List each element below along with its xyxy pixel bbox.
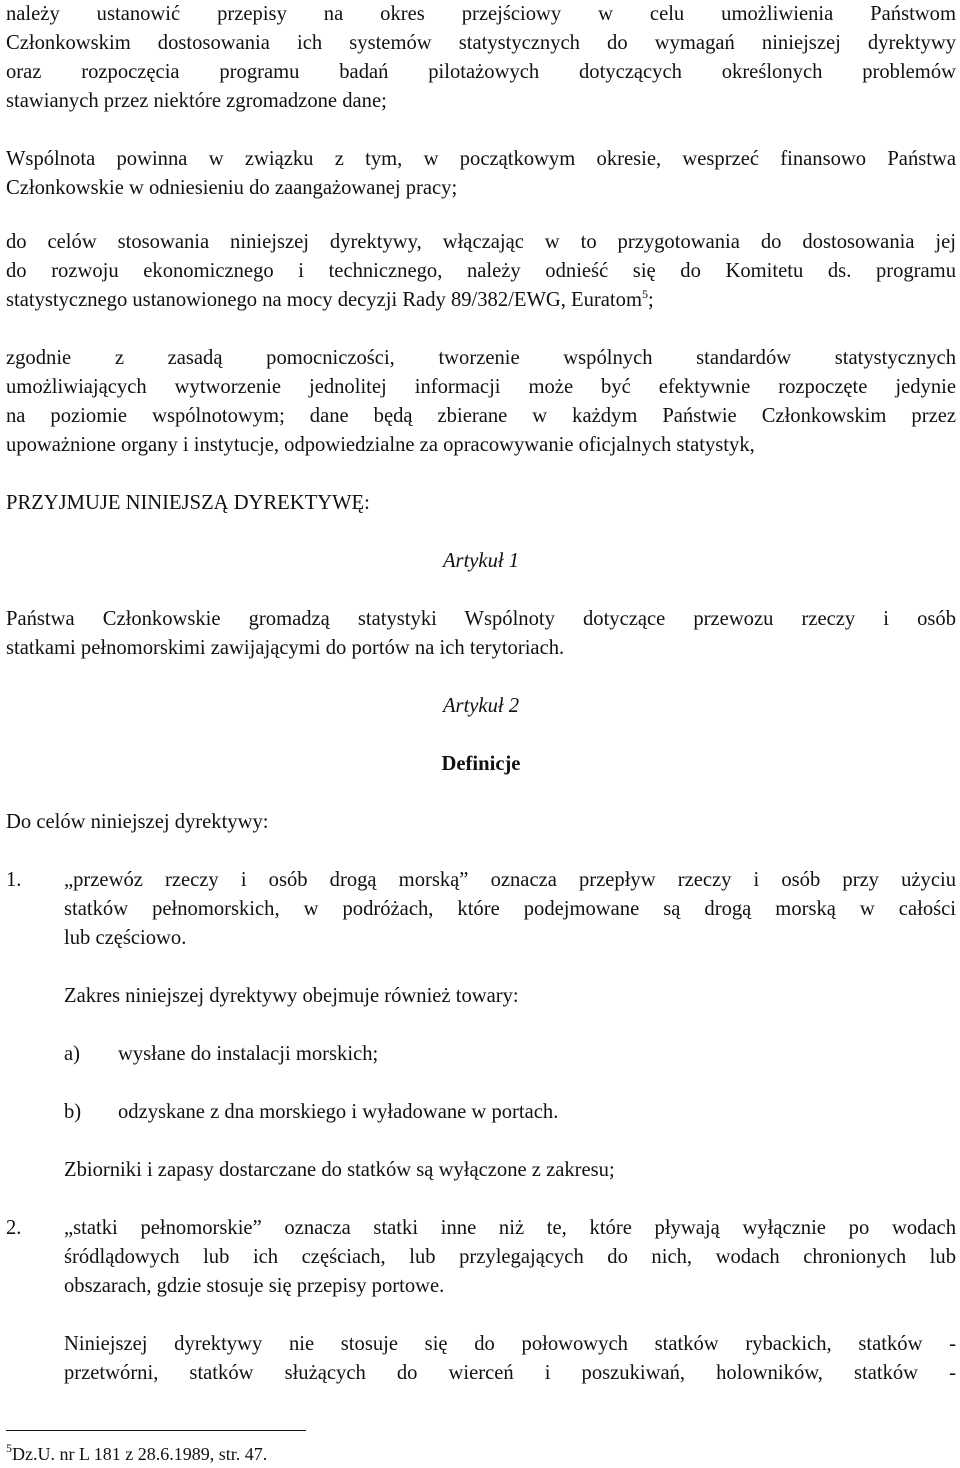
article-2-heading: Artykuł 2 [442, 695, 520, 717]
article-2-intro [6, 808, 956, 837]
adoption-formula [6, 489, 956, 518]
definition-2-exclusion [64, 1330, 956, 1388]
text-line: Członkowskim dostosowania ich systemów statystycznych do wymagań niniejszej dyrektywy [6, 32, 956, 54]
footnote [6, 1442, 267, 1466]
definition-2-text [64, 1214, 956, 1301]
text-line: statków pełnomorskich, w podróżach, które podejmowane są drogą morską w całości [64, 898, 956, 920]
article-1-heading: Artykuł 1 [442, 550, 520, 572]
definition-1-exclusion [64, 1156, 956, 1185]
text-line: należy ustanowić przepisy na okres przejściowy w celu umożliwienia Państwom [6, 3, 956, 25]
text-line: obszarach, gdzie stosuje się przepisy portowe. [64, 1275, 445, 1297]
article-2-title: Definicje [441, 753, 521, 775]
recital-subsidiarity [6, 344, 956, 460]
scope-item-a [64, 1040, 378, 1069]
text-line: lub częściowo. [64, 927, 187, 949]
text-fragment: statystycznego ustanowionego na mocy decyzji Rady 89/382/EWG, Euratom [6, 289, 642, 311]
item-letter: b) [64, 1101, 82, 1123]
definition-number: 1. [6, 869, 22, 891]
definition-number: 2. [6, 1217, 22, 1239]
text-line: Do celów niniejszej dyrektywy: [6, 811, 269, 833]
text-line: stawianych przez niektóre zgromadzone dane; [6, 90, 387, 112]
footnote-text: Dz.U. nr L 181 z 28.6.1989, str. 47. [12, 1444, 268, 1464]
recital-committee [6, 228, 956, 315]
text-line: „statki pełnomorskie” oznacza statki inne niż te, które pływają wyłącznie po wodach [64, 1217, 956, 1239]
item-text: wysłane do instalacji morskich; [118, 1043, 379, 1065]
text-line [6, 286, 956, 315]
text-line: Państwa Członkowskie gromadzą statystyki Wspólnoty dotyczące przewozu rzeczy i osób [6, 608, 956, 630]
footnote-marker: 5 [6, 1441, 12, 1455]
footnote-separator [6, 1430, 306, 1431]
text-line: do rozwoju ekonomicznego i technicznego, należy odnieść się do Komitetu ds. programu [6, 260, 956, 282]
article-1-text [6, 605, 956, 663]
item-text: odzyskane z dna morskiego i wyładowane w portach. [118, 1101, 559, 1123]
text-line: Wspólnota powinna w związku z tym, w początkowym okresie, wesprzeć finansowo Państwa [6, 148, 956, 170]
text-line: na poziomie wspólnotowym; dane będą zbierane w każdym Państwie Członkowskim przez [6, 405, 956, 427]
definition-1-text [64, 866, 956, 953]
text-fragment: ; [647, 289, 654, 311]
text-line: do celów stosowania niniejszej dyrektywy, włączając w to przygotowania do dostosowania jej [6, 231, 956, 253]
item-letter: a) [64, 1043, 80, 1065]
text-line: Członkowskie w odniesieniu do zaangażowanej pracy; [6, 177, 458, 199]
recital-transitional-period [6, 0, 956, 116]
footnote-reference: 5 [641, 287, 648, 301]
text-line: przetwórni, statków służących do wierceń i poszukiwań, holowników, statków - [64, 1362, 956, 1384]
text-line: Zakres niniejszej dyrektywy obejmuje również towary: [64, 985, 519, 1007]
text-line: Niniejszej dyrektywy nie stosuje się do połowowych statków rybackich, statków - [64, 1333, 956, 1355]
adoption-formula-text: PRZYJMUJE NINIEJSZĄ DYREKTYWĘ: [6, 492, 370, 514]
text-line: oraz rozpoczęcia programu badań pilotażowych dotyczących określonych problemów [6, 61, 956, 83]
text-line: statkami pełnomorskimi zawijającymi do portów na ich terytoriach. [6, 637, 565, 659]
text-line: śródlądowych lub ich częściach, lub przylegających do nich, wodach chronionych lub [64, 1246, 956, 1268]
text-line: upoważnione organy i instytucje, odpowiedzialne za opracowywanie oficjalnych statystyk, [6, 434, 755, 456]
text-line: zgodnie z zasadą pomocniczości, tworzenie wspólnych standardów statystycznych [6, 347, 956, 369]
scope-item-b [64, 1098, 558, 1127]
recital-financial-support [6, 145, 956, 203]
text-line: „przewóz rzeczy i osób drogą morską” oznacza przepływ rzeczy i osób przy użyciu [64, 869, 956, 891]
text-line: Zbiorniki i zapasy dostarczane do statków są wyłączone z zakresu; [64, 1159, 615, 1181]
definition-1-scope-intro [64, 982, 956, 1011]
text-line: umożliwiających wytworzenie jednolitej informacji może być efektywnie rozpoczęte jedynie [6, 376, 956, 398]
